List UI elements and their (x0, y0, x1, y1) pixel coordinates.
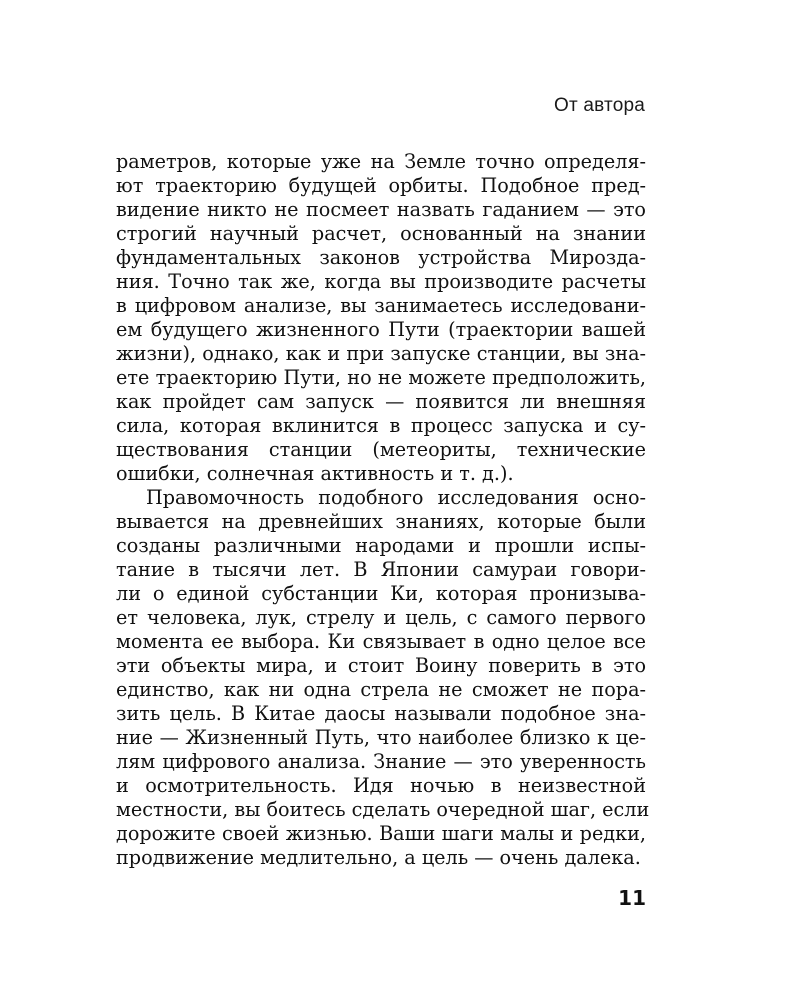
text-line: момента ее выбора. Ки связывает в одно целое все (116, 630, 646, 653)
text-line: ют траекторию будущей орбиты. Подобное пред- (116, 174, 646, 197)
text-line: лям цифрового анализа. Знание — это уверенность (116, 750, 646, 773)
text-line: Правомочность подобного исследования осно- (146, 486, 646, 509)
text-line: ния. Точно так же, когда вы производите расчеты (116, 270, 646, 293)
body-text (116, 150, 650, 870)
page-number: 11 (618, 886, 646, 910)
text-line: ществования станции (метеориты, технические (116, 438, 646, 461)
text-line: зить цель. В Китае даосы называли подобное зна- (116, 702, 646, 725)
text-line: эти объекты мира, и стоит Воину поверить в это (116, 654, 646, 677)
text-line: фундаментальных законов устройства Мирозда- (116, 246, 646, 269)
text-line: дорожите своей жизнью. Ваши шаги малы и редки, (116, 822, 646, 845)
text-line: раметров, которые уже на Земле точно определя- (116, 150, 646, 173)
text-line: видение никто не посмеет назвать гаданием — это (116, 198, 646, 221)
paragraph (116, 150, 646, 486)
text-line: как пройдет сам запуск — появится ли внешняя (116, 390, 646, 413)
text-line: местности, вы боитесь сделать очередной шаг, если (116, 798, 650, 821)
text-line: вывается на древнейших знаниях, которые были (116, 510, 646, 533)
text-line: ет человека, лук, стрелу и цель, с самого первого (116, 606, 646, 629)
text-line: продвижение медлительно, а цель — очень далека. (116, 846, 641, 869)
text-line: ем будущего жизненного Пути (траектории вашей (116, 318, 646, 341)
text-line: строгий научный расчет, основанный на знании (116, 222, 646, 245)
text-line: жизни), однако, как и при запуске станции, вы зна- (116, 342, 646, 365)
text-line: сила, которая вклинится в процесс запуска и су- (116, 414, 646, 437)
text-line: ли о единой субстанции Ки, которая пронизыва- (116, 582, 646, 605)
text-line: ние — Жизненный Путь, что наиболее близко к це- (116, 726, 646, 749)
paragraph (116, 486, 650, 870)
running-header-title: От автора (554, 95, 645, 116)
text-line: тание в тысячи лет. В Японии самураи говори- (116, 558, 646, 581)
text-line: ошибки, солнечная активность и т. д.). (116, 462, 514, 485)
text-line: созданы различными народами и прошли испы- (116, 534, 646, 557)
text-line: и осмотрительность. Идя ночью в неизвестной (116, 774, 646, 797)
text-line: в цифровом анализе, вы занимаетесь исследовани- (116, 294, 646, 317)
text-line: ете траекторию Пути, но не можете предположить, (116, 366, 646, 389)
text-line: единство, как ни одна стрела не сможет не пора- (116, 678, 646, 701)
